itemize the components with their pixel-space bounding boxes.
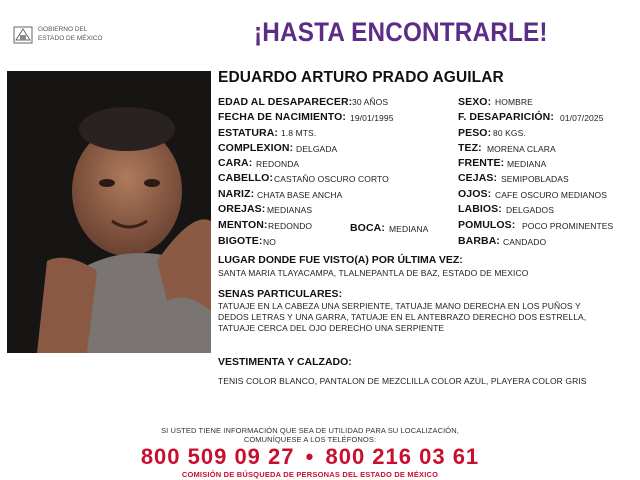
- tez-value: MORENA CLARA: [487, 144, 556, 154]
- cejas-value: SEMIPOBLADAS: [501, 174, 569, 184]
- frente-value: MEDIANA: [507, 159, 547, 169]
- nariz-label: NARIZ:: [218, 188, 255, 200]
- senas-line-3: TATUAJE CERCA DEL OJO DERECHO UNA SERPIENTE: [218, 323, 445, 333]
- labios-label: LABIOS:: [458, 203, 502, 215]
- pomulos-label: POMULOS:: [458, 219, 516, 231]
- lugar-label: LUGAR DONDE FUE VISTO(A) POR ÚLTIMA VEZ:: [218, 254, 463, 266]
- sexo-value: HOMBRE: [495, 97, 533, 107]
- complexion-value: DELGADA: [296, 144, 338, 154]
- senas-line-1: TATUAJE EN LA CABEZA UNA SERPIENTE, TATUAJE MANO DERECHA EN LOS PUÑOS Y: [218, 301, 581, 311]
- cabello-label: CABELLO:: [218, 172, 274, 184]
- phone-number-2[interactable]: 800 216 03 61: [325, 444, 480, 469]
- peso-label: PESO:: [458, 127, 492, 139]
- state-seal-icon: [12, 24, 34, 46]
- edad-label: EDAD AL DESAPARECER:: [218, 96, 353, 108]
- logo-text-line1: GOBIERNO DEL: [38, 26, 88, 33]
- lugar-value: SANTA MARIA TLAYACAMPA, TLALNEPANTLA DE BAZ, ESTADO DE MEXICO: [218, 268, 529, 278]
- boca-label: BOCA:: [350, 222, 385, 234]
- labios-value: DELGADOS: [506, 205, 555, 215]
- person-name: EDUARDO ARTURO PRADO AGUILAR: [218, 69, 504, 86]
- complexion-label: COMPLEXION:: [218, 142, 294, 154]
- menton-value: REDONDO: [268, 221, 313, 231]
- nariz-value: CHATA BASE ANCHA: [257, 190, 343, 200]
- tez-label: TEZ:: [458, 142, 482, 154]
- pomulos-value: POCO PROMINENTES: [522, 221, 614, 231]
- menton-label: MENTON:: [218, 219, 268, 231]
- boca-value: MEDIANA: [389, 224, 429, 234]
- cara-label: CARA:: [218, 157, 253, 169]
- peso-value: 80 KGS.: [493, 128, 526, 138]
- commission-name: COMISIÓN DE BÚSQUEDA DE PERSONAS DEL ESTADO DE MÉXICO: [181, 470, 439, 479]
- orejas-label: OREJAS:: [218, 203, 266, 215]
- phone-number-1[interactable]: 800 509 09 27: [140, 444, 295, 469]
- state-logo: [12, 24, 122, 46]
- ojos-value: CAFE OSCURO MEDIANOS: [495, 190, 608, 200]
- senas-line-2: DEDOS LETRAS Y UNA GARRA, TATUAJE EN EL ANTEBRAZO DERECHO DOS ESTRELLA,: [218, 312, 587, 322]
- barba-label: BARBA:: [458, 235, 501, 247]
- info-line-2: COMUNÍQUESE A LOS TELÉFONOS:: [243, 435, 377, 444]
- senas-label: SENAS PARTICULARES:: [218, 288, 343, 300]
- fecha-desaparicion-value: 01/07/2025: [560, 113, 604, 123]
- estatura-label: ESTATURA:: [218, 127, 279, 139]
- cejas-label: CEJAS:: [458, 172, 498, 184]
- estatura-value: 1.8 MTS.: [281, 128, 317, 138]
- fecha-desaparicion-label: F. DESAPARICIÓN:: [458, 111, 554, 123]
- bigote-value: NO: [263, 237, 276, 247]
- fecha-nacimiento-value: 19/01/1995: [350, 113, 394, 123]
- cabello-value: CASTAÑO OSCURO CORTO: [274, 174, 389, 184]
- orejas-value: MEDIANAS: [267, 205, 313, 215]
- separator-bullet: •: [305, 444, 315, 469]
- bigote-label: BIGOTE:: [218, 235, 263, 247]
- missing-person-photo: [7, 71, 211, 353]
- fecha-nacimiento-label: FECHA DE NACIMIENTO:: [218, 111, 346, 123]
- ojos-label: OJOS:: [458, 188, 492, 200]
- info-line-1: SI USTED TIENE INFORMACIÓN QUE SEA DE UTILIDAD PARA SU LOCALIZACIÓN,: [161, 426, 459, 435]
- sexo-label: SEXO:: [458, 96, 492, 108]
- barba-value: CANDADO: [503, 237, 547, 247]
- phones-row: [0, 444, 620, 470]
- vestimenta-label: VESTIMENTA Y CALZADO:: [218, 356, 352, 368]
- person-photo-icon: [7, 71, 211, 353]
- cara-value: REDONDA: [256, 159, 300, 169]
- page-title: ¡HASTA ENCONTRARLE!: [254, 17, 548, 47]
- logo-text-line2: ESTADO DE MÉXICO: [38, 35, 103, 42]
- edad-value: 30 AÑOS: [352, 97, 389, 107]
- frente-label: FRENTE:: [458, 157, 505, 169]
- vestimenta-value: TENIS COLOR BLANCO, PANTALON DE MEZCLILLA COLOR AZUL, PLAYERA COLOR GRIS: [218, 376, 587, 386]
